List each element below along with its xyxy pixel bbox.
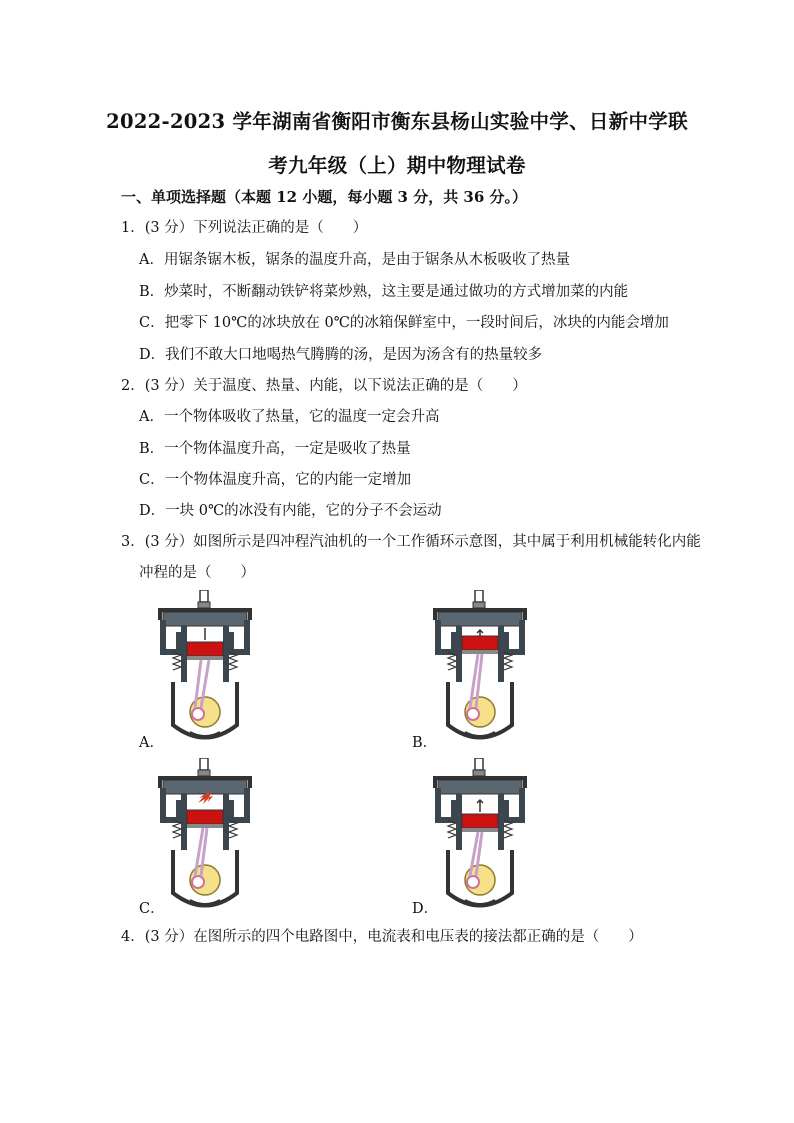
figure-label-b: B． [412,735,438,751]
engine-diagram-a [155,590,255,745]
page-title-line2: 考九年级（上）期中物理试卷 [268,154,526,177]
engine-diagram-b [430,590,530,745]
question-2-option-b: B．一个物体温度升高，一定是吸收了热量 [139,441,411,457]
engine-diagram-c [155,758,255,913]
question-1-option-c: C．把零下 10℃的冰块放在 0℃的冰箱保鲜室中，一段时间后，冰块的内能会增加 [139,315,669,331]
question-2-option-d: D．一块 0℃的冰没有内能，它的分子不会运动 [139,503,442,519]
figure-label-a: A． [139,735,164,751]
question-3-stem-line2: 冲程的是（ ） [139,565,255,581]
figure-label-c: C． [139,901,165,917]
question-3-stem-line1: 3．(3 分）如图所示是四冲程汽油机的一个工作循环示意图，其中属于利用机械能转化内能 [121,534,701,550]
page-title-line1: 2022-2023 学年湖南省衡阳市衡东县杨山实验中学、日新中学联 [106,110,688,133]
engine-diagram-d [430,758,530,913]
question-1-option-a: A．用锯条锯木板，锯条的温度升高，是由于锯条从木板吸收了热量 [139,252,570,268]
question-4-stem: 4．(3 分）在图所示的四个电路图中，电流表和电压表的接法都正确的是（ ） [121,929,643,945]
figure-label-d: D． [412,901,439,917]
question-1-option-b: B．炒菜时，不断翻动铁铲将菜炒熟，这主要是通过做功的方式增加菜的内能 [139,284,629,300]
question-1-option-d: D．我们不敢大口地喝热气腾腾的汤，是因为汤含有的热量较多 [139,347,543,363]
section-heading: 一、单项选择题（本题 12 小题，每小题 3 分，共 36 分。） [121,188,528,206]
question-2-option-a: A．一个物体吸收了热量，它的温度一定会升高 [139,409,440,425]
question-2-stem: 2．(3 分）关于温度、热量、内能，以下说法正确的是（ ） [121,378,527,394]
question-1-stem: 1．(3 分）下列说法正确的是（ ） [121,220,368,236]
question-2-option-c: C．一个物体温度升高，它的内能一定增加 [139,472,412,488]
